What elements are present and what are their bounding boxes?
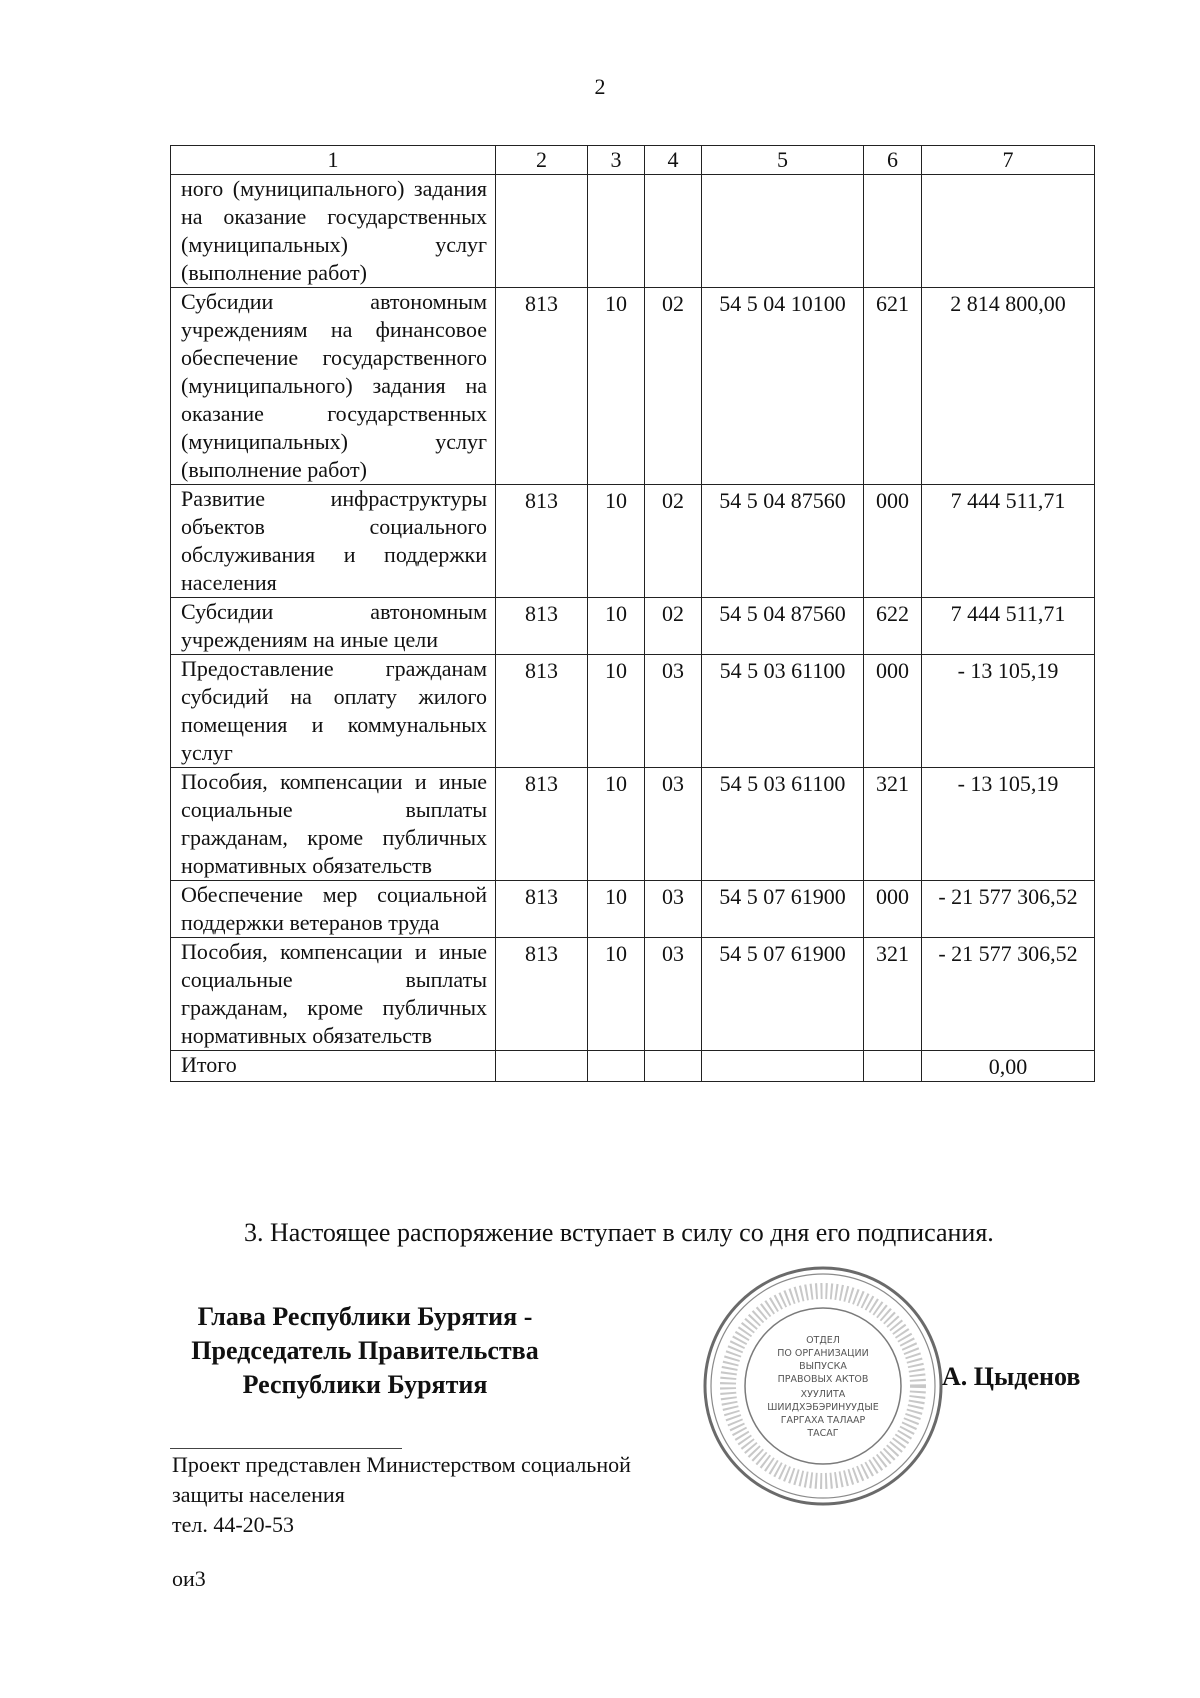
ministry-code: 813 [496,768,588,881]
section-code: 10 [588,598,645,655]
ministry-code: 813 [496,938,588,1051]
subsection-code: 03 [645,881,702,938]
subsection-code: 03 [645,768,702,881]
stamp-text: ВЫПУСКА [799,1361,847,1372]
stamp-text: ПО ОРГАНИЗАЦИИ [777,1348,869,1359]
table-header-row [171,146,1095,175]
row-description: Пособия, компенсации и иные социальные выплаты гражданам, кроме публичных нормативных обязательств [171,938,496,1051]
table-row [171,598,1095,655]
section-code: 10 [588,485,645,598]
column-header: 2 [496,146,588,175]
subsection-code: 03 [645,938,702,1051]
expense-type-code: 621 [864,288,922,485]
expense-type-code: 000 [864,881,922,938]
total-label: Итого [171,1051,496,1082]
stamp-text: ОТДЕЛ [806,1335,840,1346]
total-row [171,1051,1095,1082]
signer-title-line: Председатель Правительства [191,1336,539,1365]
stamp-text: ШИИДХЭБЭРИНУУДЫЕ [767,1402,879,1413]
expense-type-code: 321 [864,938,922,1051]
row-description: Обеспечение мер социальной поддержки ветеранов труда [171,881,496,938]
table-row [171,655,1095,768]
target-article-code: 54 5 03 61100 [702,768,864,881]
footer-line: Проект представлен Министерством социальной [172,1452,631,1477]
table-row [171,938,1095,1051]
column-header: 4 [645,146,702,175]
section-code: 10 [588,655,645,768]
row-description: Развитие инфраструктуры объектов социального обслуживания и поддержки населения [171,485,496,598]
official-seal-stamp [700,1263,946,1509]
footer-divider [170,1448,402,1449]
target-article-code: 54 5 04 87560 [702,485,864,598]
row-description: Субсидии автономным учреждениям на иные цели [171,598,496,655]
expense-type-code: 622 [864,598,922,655]
target-article-code: 54 5 04 10100 [702,288,864,485]
table-row [171,175,1095,288]
ministry-code: 813 [496,881,588,938]
page-number: 2 [594,74,606,99]
subsection-code: 02 [645,288,702,485]
footer-line: защиты населения [172,1482,345,1507]
signer-title [170,1300,560,1402]
column-header: 7 [922,146,1095,175]
section-code: 10 [588,768,645,881]
table-row [171,288,1095,485]
expense-type-code: 000 [864,485,922,598]
ministry-code: 813 [496,485,588,598]
signer-name: А. Цыденов [942,1362,1081,1391]
amount: 2 814 800,00 [922,288,1095,485]
subsection-code: 02 [645,485,702,598]
subsection-code: 03 [645,655,702,768]
target-article-code: 54 5 03 61100 [702,655,864,768]
row-description: ного (муниципального) задания на оказание государственных (муниципальных) услуг (выполнение работ) [171,175,496,288]
column-header: 6 [864,146,922,175]
target-article-code: 54 5 07 61900 [702,881,864,938]
ministry-code: 813 [496,655,588,768]
document-code: ои3 [172,1566,206,1591]
target-article-code: 54 5 04 87560 [702,598,864,655]
section-code: 10 [588,881,645,938]
stamp-text: ПРАВОВЫХ АКТОВ [777,1374,869,1385]
row-description: Предоставление гражданам субсидий на оплату жилого помещения и коммунальных услуг [171,655,496,768]
total-amount: 0,00 [922,1051,1095,1082]
section-code: 10 [588,938,645,1051]
amount: 7 444 511,71 [922,485,1095,598]
stamp-text: ХУУЛИТА [800,1389,846,1400]
amount: - 13 105,19 [922,768,1095,881]
amount: - 21 577 306,52 [922,881,1095,938]
column-header: 3 [588,146,645,175]
column-header: 5 [702,146,864,175]
amount: - 13 105,19 [922,655,1095,768]
budget-table [170,145,1095,1082]
prepared-by-note [172,1450,631,1540]
footer-line: тел. 44-20-53 [172,1512,295,1537]
signer-title-line: Республики Бурятия [242,1370,488,1399]
amount: 7 444 511,71 [922,598,1095,655]
ministry-code: 813 [496,598,588,655]
amount: - 21 577 306,52 [922,938,1095,1051]
stamp-text: ТАСАГ [807,1428,839,1439]
stamp-text: ГАРГАХА ТАЛААР [780,1415,866,1426]
target-article-code: 54 5 07 61900 [702,938,864,1051]
expense-type-code: 000 [864,655,922,768]
ministry-code: 813 [496,288,588,485]
row-description: Субсидии автономным учреждениям на финансовое обеспечение государственного (муниципального) задания на оказание государственных (муниципальных) услуг (выполнение работ) [171,288,496,485]
section-code: 10 [588,288,645,485]
signer-title-line: Глава Республики Бурятия - [197,1302,533,1331]
table-row [171,881,1095,938]
row-description: Пособия, компенсации и иные социальные выплаты гражданам, кроме публичных нормативных обязательств [171,768,496,881]
subsection-code: 02 [645,598,702,655]
expense-type-code: 321 [864,768,922,881]
order-effective-clause: 3. Настоящее распоряжение вступает в силу со дня его подписания. [244,1218,994,1247]
table-row [171,768,1095,881]
table-row [171,485,1095,598]
column-header: 1 [171,146,496,175]
